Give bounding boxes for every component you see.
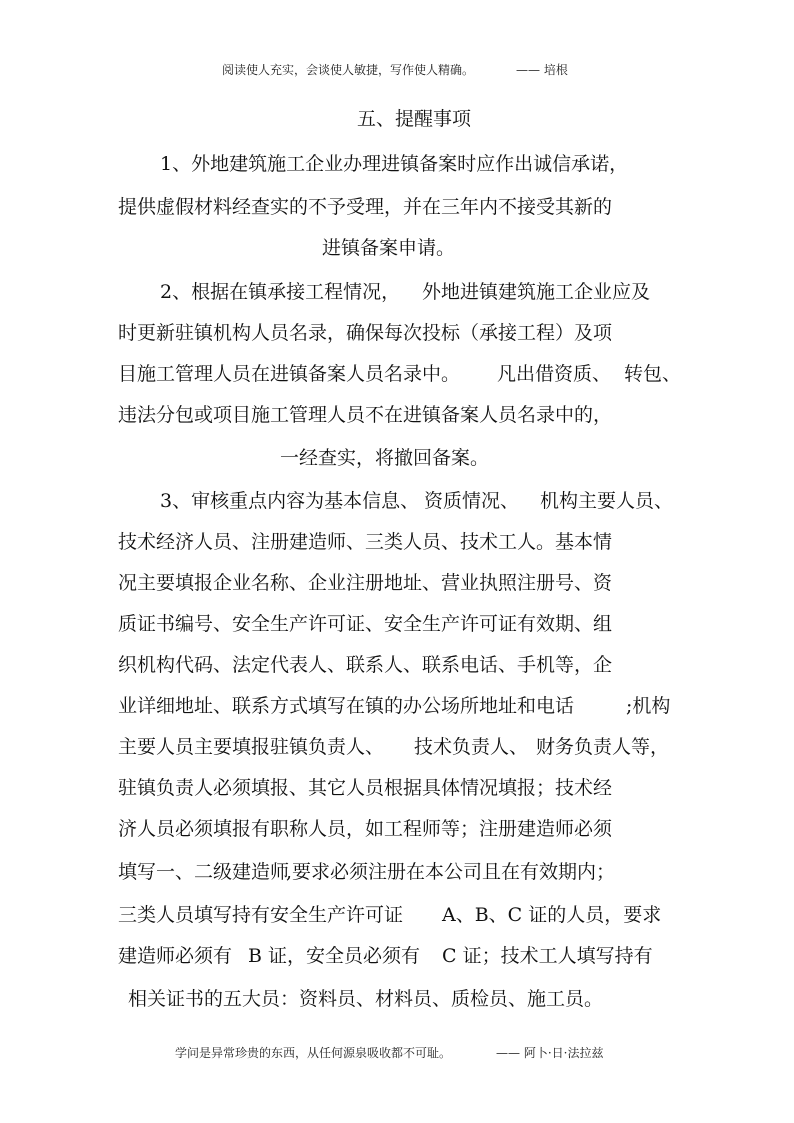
body-line: 提供虚假材料经查实的不予受理，并在三年内不接受其新的 xyxy=(118,196,613,218)
body-line: 外地进镇建筑施工企业应及 xyxy=(422,281,651,303)
body-line: 业详细地址、联系方式填写在镇的办公场所地址和电话 xyxy=(118,695,575,717)
body-line: 况主要填报企业名称、企业注册地址、营业执照注册号、资 xyxy=(118,572,613,594)
body-line: 济人员必须填报有职称人员，如工程师等；注册建造师必须 xyxy=(118,818,613,840)
body-line: 资质情况、 xyxy=(424,490,520,512)
body-line: 3、审核重点内容为基本信息、 xyxy=(160,490,420,512)
body-line: 违法分包或项目施工管理人员不在进镇备案人员名录中的， xyxy=(118,404,613,426)
footer-quote: 学问是异常珍贵的东西，从任何源泉吸收都不可耻。 xyxy=(175,1046,452,1060)
header-attribution: —— 培根 xyxy=(516,63,568,77)
header-quote: 阅读使人充实，会谈使人敏捷，写作使人精确。 xyxy=(222,63,475,77)
body-line: 质证书编号、安全生产许可证、安全生产许可证有效期、组 xyxy=(118,613,613,635)
body-line: 一经查实，将撤回备案。 xyxy=(280,447,490,469)
body-line: 填写一、二级建造师 xyxy=(118,861,290,883)
body-line: 技术负责人、 xyxy=(414,736,529,758)
body-line: B 证，安全员必须有 xyxy=(248,945,421,967)
body-line: C 证；技术工人填写持有 xyxy=(442,945,653,967)
body-line: 驻镇负责人必须填报、其它人员根据具体情况填报；技术经 xyxy=(118,777,613,799)
body-line: 时更新驻镇机构人员名录，确保每次投标（承接工程）及项 xyxy=(118,322,613,344)
body-line: 财务负责人等， xyxy=(536,736,670,758)
body-line: 三类人员填写持有安全生产许可证 xyxy=(118,904,404,926)
section-title: 五、提醒事项 xyxy=(357,108,472,130)
body-line: 转包、 xyxy=(624,363,682,385)
body-line: 凡出借资质、 xyxy=(497,363,612,385)
body-line: 2、根据在镇承接工程情况， xyxy=(160,281,401,303)
footer-attribution: —— 阿卜·日·法拉兹 xyxy=(496,1046,604,1060)
body-line: 建造师必须有 xyxy=(118,945,233,967)
body-line: 1、外地建筑施工企业办理进镇备案时应作出诚信承诺， xyxy=(160,153,629,175)
body-line: 目施工管理人员在进镇备案人员名录中。 xyxy=(118,363,461,385)
body-line: 技术经济人员、注册建造师、三类人员、技术工人。基本情 xyxy=(118,531,613,553)
body-line: 相关证书的五大员：资料员、材料员、质检员、施工员。 xyxy=(128,988,604,1010)
body-line: ;机构 xyxy=(626,695,671,717)
body-line: A、B、C 证的人员，要求 xyxy=(442,904,662,926)
body-line: 织机构代码、法定代表人、联系人、联系电话、手机等，企 xyxy=(118,654,613,676)
body-line: 机构主要人员、 xyxy=(540,490,674,512)
body-line: 主要人员主要填报驻镇负责人、 xyxy=(118,736,385,758)
body-line: 进镇备案申请。 xyxy=(322,237,456,259)
body-line: ,要求必须注册在本公司且在有效期内； xyxy=(286,861,616,883)
